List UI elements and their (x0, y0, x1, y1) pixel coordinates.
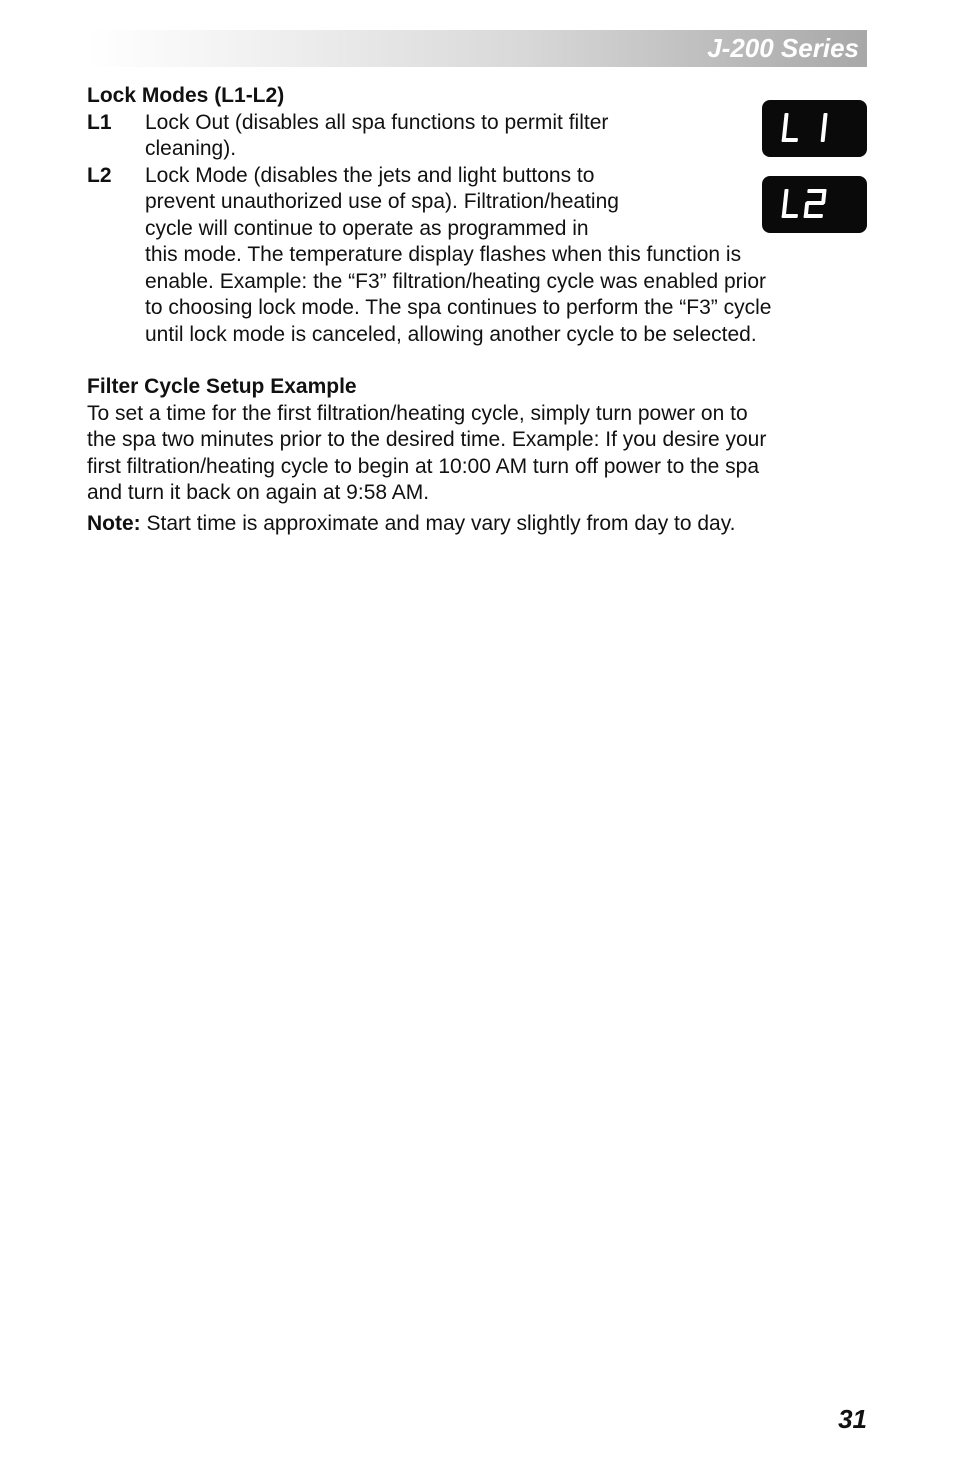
header-bar (88, 30, 867, 67)
description-line: Lock Out (disables all spa functions to permit filter (145, 110, 609, 134)
paragraph-line: first filtration/heating cycle to begin at 10:00 AM turn off power to the spa (87, 454, 759, 478)
description-line: to choosing lock mode. The spa continues to perform the “F3” cycle (145, 296, 772, 319)
lcd-display-l2-icon (762, 176, 867, 233)
description-line: cycle will continue to operate as programmed in (145, 216, 589, 240)
paragraph-line: and turn it back on again at 9:58 AM. (87, 481, 430, 504)
note-label: Note: (87, 511, 141, 535)
section-spacer (87, 348, 877, 374)
description-line: prevent unauthorized use of spa). Filtration/heating (145, 190, 619, 213)
description-line: Lock Mode (disables the jets and light buttons to (145, 163, 595, 187)
lock-mode-code: L1 (87, 110, 112, 134)
filter-cycle-title: Filter Cycle Setup Example (87, 375, 357, 398)
lcd-l1-segments (762, 100, 867, 157)
paragraph-line: the spa two minutes prior to the desired time. Example: If you desire your (87, 428, 767, 451)
note (87, 511, 877, 538)
lock-mode-code: L2 (87, 163, 112, 187)
filter-cycle-paragraph (87, 401, 877, 507)
lcd-l2-segments (762, 176, 867, 233)
description-line: until lock mode is canceled, allowing another cycle to be selected. (145, 322, 757, 346)
note-text: Start time is approximate and may vary slightly from day to day. (140, 511, 736, 535)
paragraph-line: To set a time for the first filtration/heating cycle, simply turn power on to (87, 401, 748, 425)
description-line: enable. Example: the “F3” filtration/heating cycle was enabled prior (145, 269, 766, 293)
lock-mode-item-l2 (87, 163, 877, 349)
lcd-display-l1-icon (762, 100, 867, 157)
description-line: cleaning). (145, 137, 237, 160)
lock-mode-item-l1 (87, 110, 877, 163)
page-number: 31 (838, 1404, 867, 1434)
page-content (87, 83, 877, 537)
series-title: J-200 Series (707, 33, 859, 63)
description-line: this mode. The temperature display flashes when this function is (145, 243, 742, 266)
lock-modes-title: Lock Modes (L1-L2) (87, 84, 285, 107)
